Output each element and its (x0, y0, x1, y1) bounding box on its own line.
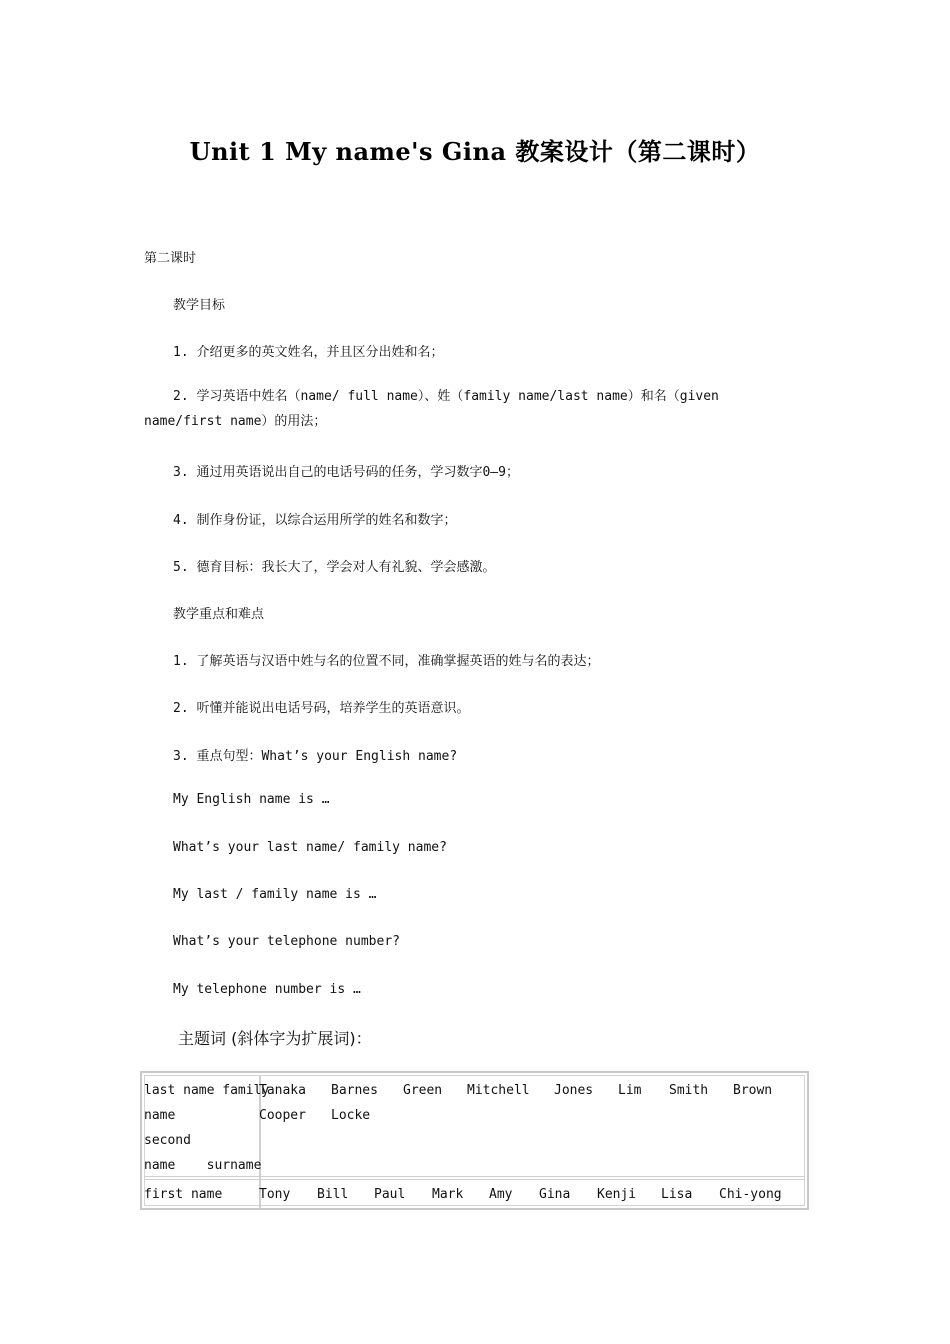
last-name: Locke (331, 1108, 371, 1123)
first-name: Gina (539, 1187, 571, 1202)
first-names-cell (259, 1182, 799, 1207)
last-name: Green (403, 1083, 443, 1098)
objectives-heading: 教学目标 (173, 298, 226, 313)
last-name-label-line: second (144, 1133, 191, 1148)
first-name: Kenji (597, 1187, 637, 1202)
key-point-item: 1. 了解英语与汉语中姓与名的位置不同，准确掌握英语的姓与名的表达； (173, 654, 600, 669)
key-sentence: What’s your telephone number? (173, 934, 400, 949)
theme-words-heading: 主题词 (斜体字为扩展词)： (178, 1029, 372, 1048)
first-name: Tony (259, 1187, 291, 1202)
last-name: Tanaka (259, 1083, 306, 1098)
last-name: Lim (618, 1083, 642, 1098)
last-name: Smith (669, 1083, 709, 1098)
key-points-heading: 教学重点和难点 (173, 607, 265, 622)
first-name: Amy (489, 1187, 513, 1202)
objective-item: 3. 通过用英语说出自己的电话号码的任务，学习数字0—9； (173, 465, 519, 480)
names-table (140, 1071, 809, 1210)
document-title: Unit 1 My name's Gina 教案设计（第二课时） (189, 137, 761, 166)
key-point-item: 2. 听懂并能说出电话号码，培养学生的英语意识。 (173, 701, 470, 716)
last-name: Jones (554, 1083, 594, 1098)
key-sentence: My last / family name is … (173, 887, 377, 902)
last-name: Barnes (331, 1083, 378, 1098)
last-name-label-line: last name family (144, 1083, 270, 1098)
first-name-label-cell: first name (144, 1187, 223, 1202)
last-names-cell (259, 1078, 799, 1128)
first-name: Paul (374, 1187, 406, 1202)
last-name-label-line: name surname (144, 1158, 262, 1173)
key-sentence: My English name is … (173, 792, 330, 807)
key-sentence: What’s your last name/ family name? (173, 840, 447, 855)
objective-item: 5. 德育目标：我长大了，学会对人有礼貌、学会感激。 (173, 560, 496, 575)
last-name-label-cell (144, 1078, 269, 1178)
key-point-item: 3. 重点句型：What’s your English name? (173, 749, 458, 764)
table-row-divider (144, 1179, 805, 1180)
first-name: Bill (317, 1187, 349, 1202)
last-name: Cooper (259, 1108, 306, 1123)
first-name: Lisa (661, 1187, 693, 1202)
lesson-label: 第二课时 (144, 251, 197, 266)
key-sentence: My telephone number is … (173, 982, 361, 997)
objective-item: 2. 学习英语中姓名（name/ full name）、姓（family name/last name）和名（given name/first name）的用法； (144, 389, 719, 429)
objective-item: 4. 制作身份证，以综合运用所学的姓名和数字； (173, 513, 457, 528)
last-name-label-line: name (144, 1108, 176, 1123)
first-name: Mark (432, 1187, 464, 1202)
last-name: Mitchell (467, 1083, 530, 1098)
last-name: Brown (733, 1083, 773, 1098)
objective-item: 1. 介绍更多的英文姓名，并且区分出姓和名； (173, 345, 444, 360)
first-name: Chi-yong (719, 1187, 782, 1202)
